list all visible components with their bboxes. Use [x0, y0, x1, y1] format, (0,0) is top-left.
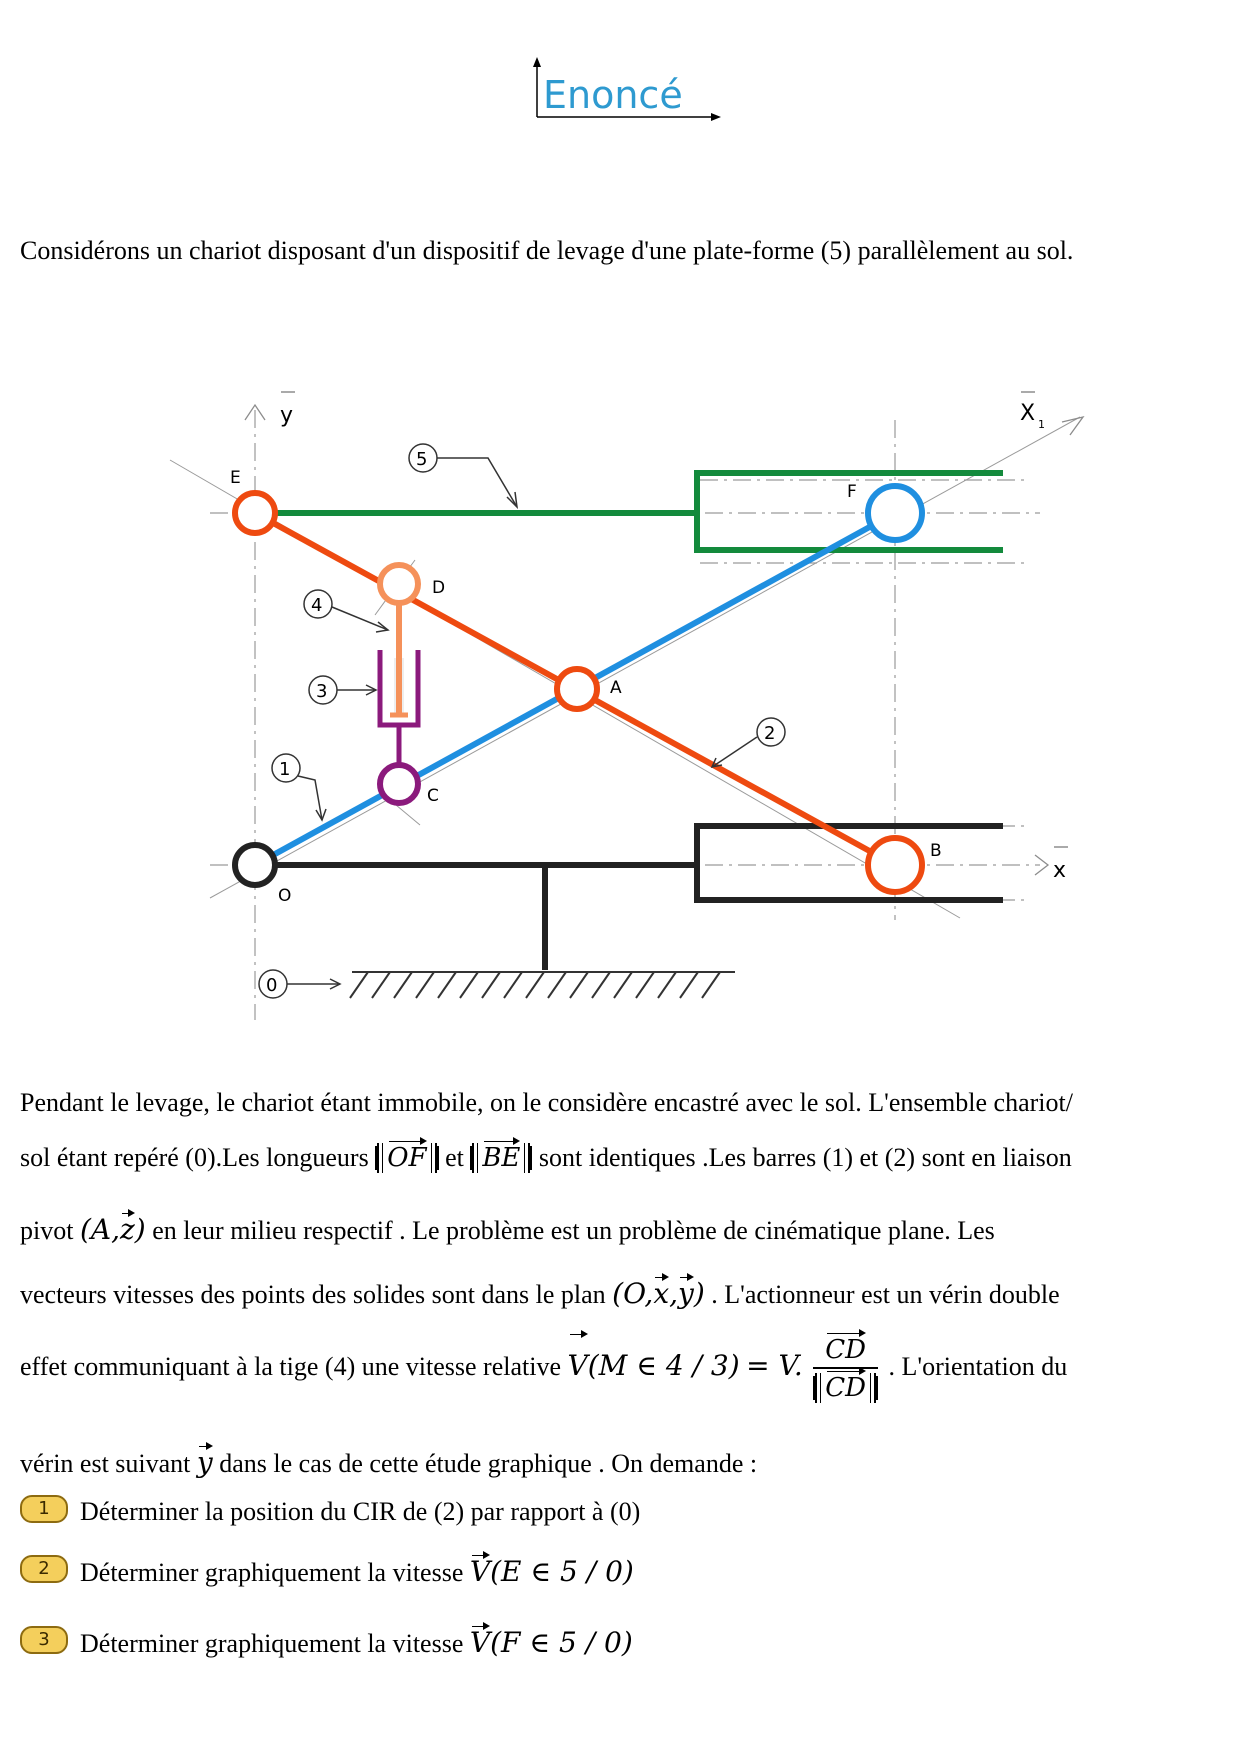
question-3-badge: 3: [20, 1626, 68, 1654]
body-line-6: vérin est suivant y dans le cas de cette étude graphique . On demande :: [20, 1446, 758, 1479]
body-line-5: effet communiquant à la tige (4) une vitesse relative V(M ∈ 4 / 3) = V. $\frac{CD}{CD}$ . L'orientation du: [20, 1335, 1068, 1403]
body-line-2: sol étant repéré (0).Les longueurs OF et BE sont identiques .Les barres (1) et (2) sont en liaison: [20, 1143, 1072, 1173]
joint-f: [868, 486, 922, 540]
joint-a: [557, 669, 597, 709]
svg-text:0: 0: [266, 975, 278, 996]
svg-text:1: 1: [279, 759, 291, 780]
svg-text:5: 5: [416, 449, 428, 470]
callout-0: [259, 970, 340, 998]
unit-vector-cd: $\frac{CD}{CD}$: [813, 1335, 878, 1403]
callout-1: [272, 754, 326, 820]
axis-x-label: x: [1053, 858, 1067, 883]
norm-of: OF: [377, 1143, 436, 1173]
question-1-text: Déterminer la position du CIR de (2) par rapport à (0): [80, 1497, 641, 1526]
joint-o: [235, 845, 275, 885]
intro-text: Considérons un chariot disposant d'un dispositif de levage d'une plate-forme (5) parallèlement au sol.: [20, 236, 1074, 265]
joint-d: [380, 565, 418, 603]
svg-text:2: 2: [764, 723, 776, 744]
label-a: A: [610, 678, 622, 698]
joint-c: [380, 765, 418, 803]
label-c: C: [427, 786, 439, 806]
page-title: Enoncé: [543, 73, 683, 117]
plane-notation: (O,x,y): [612, 1277, 705, 1310]
callout-3: [309, 676, 376, 704]
norm-be: BE: [472, 1143, 530, 1173]
pivot-notation: (A,z): [79, 1213, 146, 1246]
callout-4: [304, 590, 388, 632]
mechanism-diagram: [0, 380, 1240, 1020]
question-2-text: Déterminer graphiquement la vitesse V(E ∈ 5 / 0): [80, 1555, 634, 1588]
title-block: [525, 55, 725, 125]
label-e: E: [230, 468, 241, 488]
body-line-1: Pendant le levage, le chariot étant immobile, on le considère encastré avec le sol. L'ensemble chariot/: [20, 1088, 1073, 1117]
axis-x1-label: X: [1020, 401, 1036, 426]
svg-text:3: 3: [316, 681, 328, 702]
velocity-symbol: V: [568, 1336, 588, 1396]
body-line-4: vecteurs vitesses des points des solides sont dans le plan (O,x,y) . L'actionneur est un vérin double: [20, 1277, 1060, 1310]
question-1-badge: 1: [20, 1495, 68, 1523]
question-2-badge: 2: [20, 1555, 68, 1583]
label-o: O: [278, 886, 292, 906]
label-f: F: [847, 482, 857, 502]
axis-x1-subscript: 1: [1038, 418, 1045, 431]
joint-e: [235, 493, 275, 533]
svg-text:4: 4: [311, 595, 323, 616]
label-b: B: [930, 841, 942, 861]
question-3-text: Déterminer graphiquement la vitesse V(F ∈ 5 / 0): [80, 1626, 633, 1659]
velocity-argument: M ∈ 4 / 3: [598, 1348, 729, 1382]
label-d: D: [432, 578, 446, 598]
callout-5: [409, 444, 517, 507]
body-line-3: pivot (A,z) en leur milieu respectif . Le problème est un problème de cinématique plane. Les: [20, 1213, 995, 1246]
joint-b: [868, 838, 922, 892]
callout-2: [712, 718, 785, 767]
ground-hatch: [350, 972, 735, 998]
axis-y-label: y: [280, 403, 294, 428]
